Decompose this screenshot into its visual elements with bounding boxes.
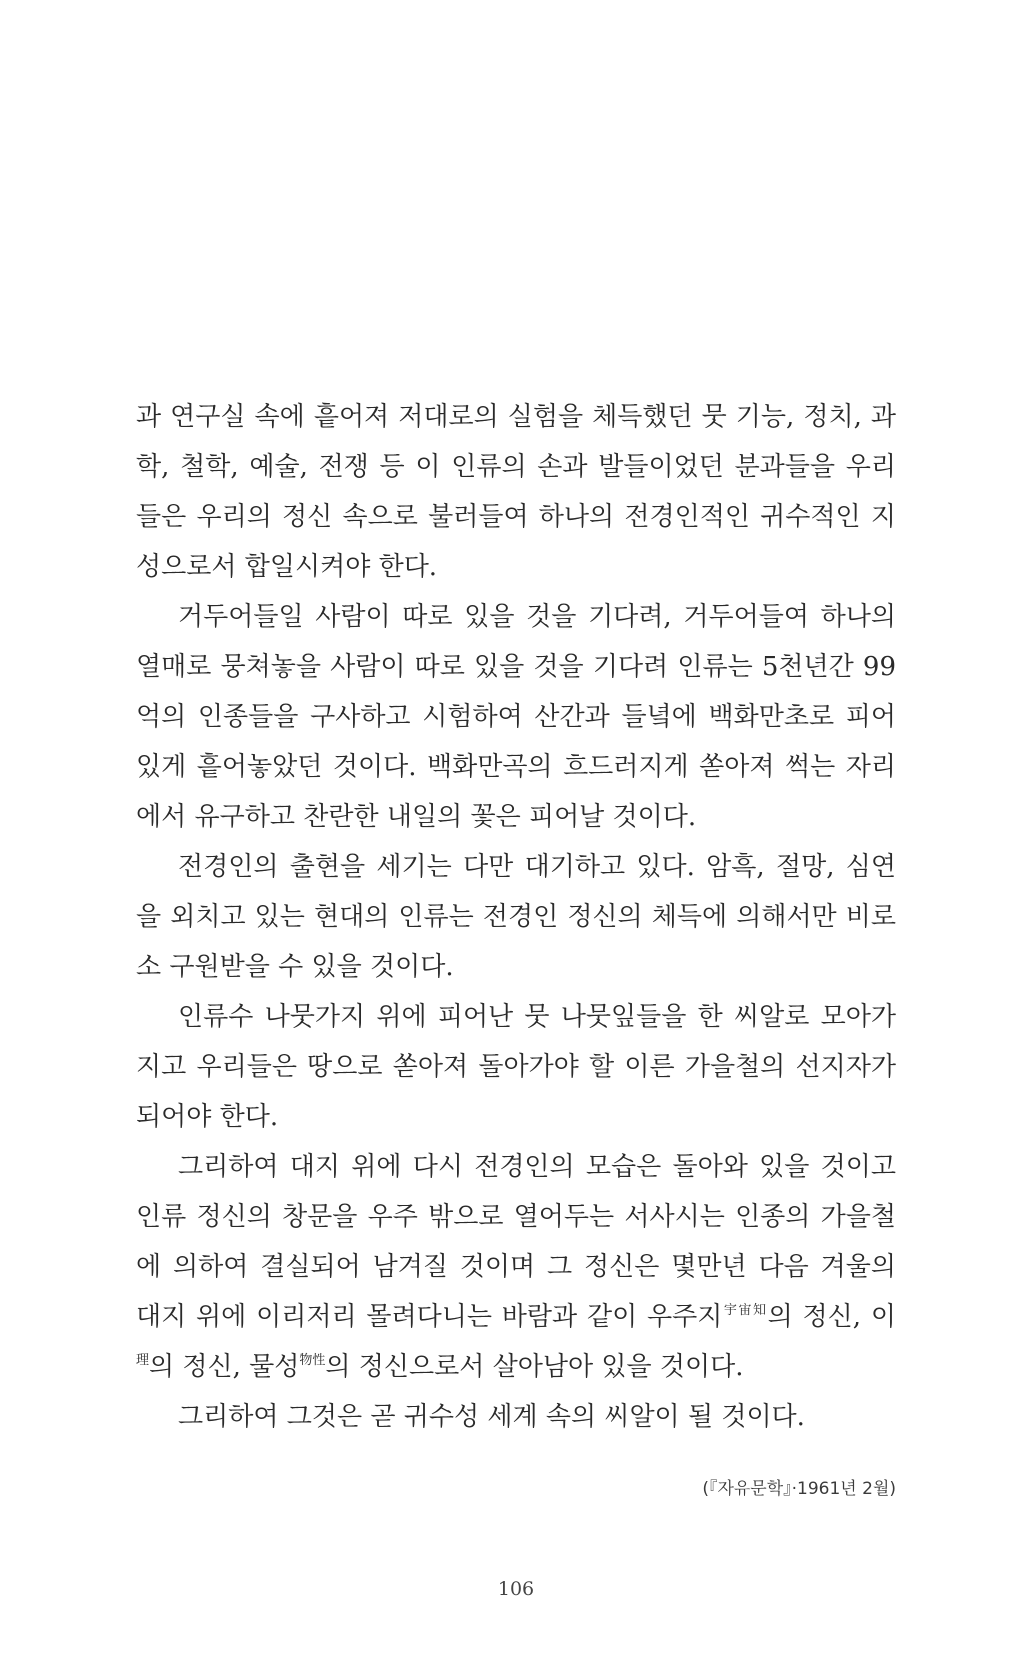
text-segment: 대지 위에 이리저리 몰려다니는 바람과 같이 우주지 — [136, 1302, 723, 1332]
hanja-annotation: 物性 — [299, 1353, 326, 1368]
text-line: 거두어들일 사람이 따로 있을 것을 기다려, 거두어들여 하나의 — [178, 602, 896, 632]
body-text — [136, 392, 896, 1442]
text-line: 열매로 뭉쳐놓을 사람이 따로 있을 것을 기다려 인류는 5천년간 99 — [136, 652, 896, 682]
hanja-annotation: 宇宙知 — [722, 1303, 768, 1318]
page-number: 106 — [497, 1578, 535, 1600]
text-line: 지고 우리들은 땅으로 쏟아져 돌아가야 할 이른 가을철의 선지자가 — [136, 1052, 896, 1082]
text-line: 그리하여 그것은 곧 귀수성 세계 속의 씨알이 될 것이다. — [178, 1402, 805, 1432]
hanja-annotation: 理 — [136, 1353, 150, 1368]
text-line: 소 구원받을 수 있을 것이다. — [136, 952, 454, 982]
text-line: 과 연구실 속에 흩어져 저대로의 실험을 체득했던 뭇 기능, 정치, 과 — [136, 402, 896, 432]
text-segment: 의 정신, 물성 — [149, 1352, 300, 1382]
text-segment: 의 정신, 이 — [767, 1302, 896, 1332]
text-line: 학, 철학, 예술, 전쟁 등 이 인류의 손과 발들이었던 분과들을 우리 — [136, 452, 896, 482]
text-line: 에서 유구하고 찬란한 내일의 꽃은 피어날 것이다. — [136, 802, 697, 832]
text-line-with-hanja — [136, 1292, 896, 1342]
text-line: 전경인의 출현을 세기는 다만 대기하고 있다. 암흑, 절망, 심연 — [178, 852, 896, 882]
text-line: 성으로서 합일시켜야 한다. — [136, 552, 438, 582]
text-line: 인류수 나뭇가지 위에 피어난 뭇 나뭇잎들을 한 씨알로 모아가 — [178, 1002, 896, 1032]
text-line: 되어야 한다. — [136, 1102, 279, 1132]
text-line: 을 외치고 있는 현대의 인류는 전경인 정신의 체득에 의해서만 비로 — [136, 902, 896, 932]
source-citation: (『자유문학』·1961년 2월) — [702, 1479, 896, 1499]
text-line: 인류 정신의 창문을 우주 밖으로 열어두는 서사시는 인종의 가을철 — [136, 1202, 896, 1232]
text-line: 들은 우리의 정신 속으로 불러들여 하나의 전경인적인 귀수적인 지 — [136, 502, 896, 532]
text-segment: 의 정신으로서 살아남아 있을 것이다. — [325, 1352, 744, 1382]
text-line: 그리하여 대지 위에 다시 전경인의 모습은 돌아와 있을 것이고 — [178, 1152, 896, 1182]
text-line: 있게 흩어놓았던 것이다. 백화만곡의 흐드러지게 쏟아져 썩는 자리 — [136, 752, 896, 782]
text-line: 억의 인종들을 구사하고 시험하여 산간과 들녘에 백화만초로 피어 — [136, 702, 896, 732]
text-line: 에 의하여 결실되어 남겨질 것이며 그 정신은 몇만년 다음 겨울의 — [136, 1252, 896, 1282]
text-line-with-hanja — [136, 1342, 896, 1392]
